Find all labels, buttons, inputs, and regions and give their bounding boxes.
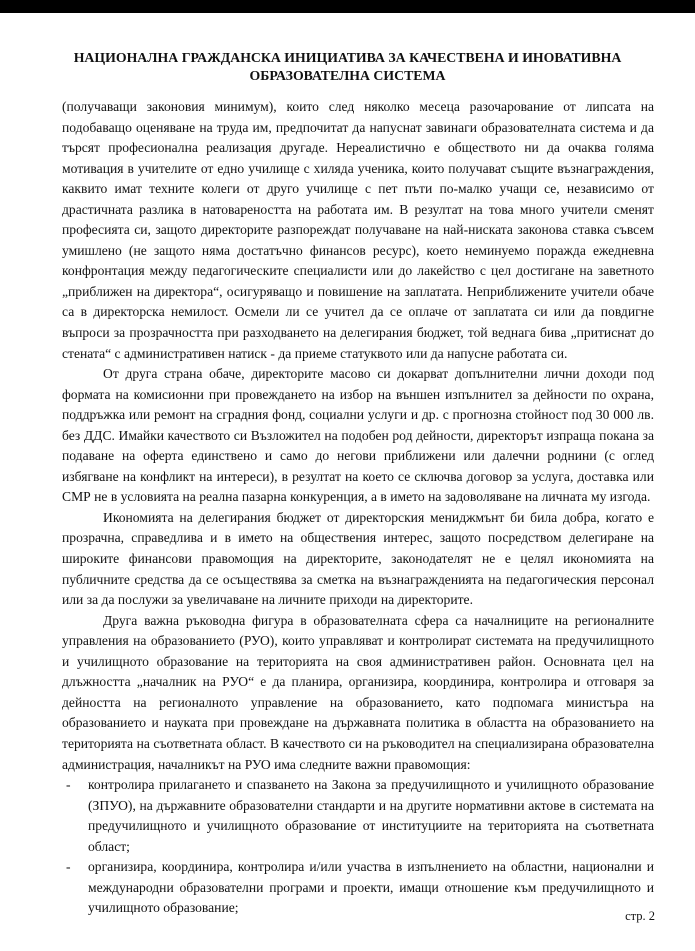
title-line-2: ОБРАЗОВАТЕЛНА СИСТЕМА — [249, 68, 446, 83]
list-item-text: контролира прилагането и спазването на Закона за предучилищното и училищното образование (ЗПУО), на държавните образователни стандарти и на другите нормативни актове в системата на предучилищното и училищното образование от институциите на територията на съответната област; — [88, 777, 654, 854]
list-dash: - — [66, 859, 71, 875]
list-item-text: организира, координира, контролира и/или участва в изпълнението на областни, национални и международни образователни програми и проекти, имащи отношение към предучилищното и училищното образование; — [88, 859, 654, 916]
title-line-1: НАЦИОНАЛНА ГРАЖДАНСКА ИНИЦИАТИВА ЗА КАЧЕСТВЕНА И ИНОВАТИВНА — [73, 50, 622, 65]
page-number: стр. 2 — [625, 909, 655, 923]
list-item — [62, 775, 654, 857]
list-dash: - — [66, 777, 71, 793]
document-page — [0, 13, 695, 951]
list-item — [62, 857, 654, 919]
powers-list — [62, 775, 654, 919]
paragraph-1: (получаващи законовия минимум), които след няколко месеца разочарование от липсата на подобаващо оценяване на труда им, предпочитат да напуснат завинаги образователната система и да търсят професионална реализация другаде. Нереалистично е обществото ни да очаква голяма мотивация в учителите от едно училище с хиляда ученика, които получават същите възнаграждения, каквито имат техните колеги от друго училище с пет пъти по-малко учащи се, независимо от драстичната разлика в натовареността на работата им. В резултат на това много учители сменят професията си, защото директорите разпореждат получаване на най-ниската законова ставка съвсем умишлено (не защото няма достатъчно финансов ресурс), което неминуемо поражда ежедневна конфронтация между педагогическите специалисти или до лакейство с цел достигане на заветното „приближен на директора“, осигуряващо и повишение на заплатата. Неприближените учители обаче са в директорска немилост. Осмели ли се учител да се оплаче от заплатата си или да повдигне въпроси за прозрачността при разходването на делегирания бюджет, той веднага бива „притиснат до стената“ с административен натиск - да приеме статуквото или да напусне работата си. — [62, 99, 654, 361]
paragraph-3: Икономията на делегирания бюджет от директорския мениджмънт би била добра, когато е прозрачна, справедлива и в името на обществения интерес, защото посредством делегиране на широките финансови правомощия на директорите, законодателят не е целял икономията на публичните средства да се осъществява за сметка на възнагражденията на педагогическия персонал или за да послужи за увеличаване на личните приходи на директорите. — [62, 509, 654, 608]
top-black-bar — [0, 0, 695, 13]
document-body — [62, 97, 654, 919]
paragraph-4: Друга важна ръководна фигура в образователната сфера са началниците на регионалните управления на образованието (РУО), които управляват и контролират системата на предучилищното и училищното образование на територията на своя административен район. Основната цел на длъжността „началник на РУО“ е да планира, организира, координира, контролира и отговаря за дейността на регионалното управление на образованието, като подпомага министъра на образованието и науката при провеждане на държавната политика в областта на образованието на територията на съответната област. В качеството си на ръководител на специализирана образователна администрация, началникът на РУО има следните важни правомощия: — [62, 612, 654, 772]
paragraph-2: От друга страна обаче, директорите масово си докарват допълнителни лични доходи под формата на комисионни при провеждането на избор на външен изпълнител за дейности по охрана, поддръжка или ремонт на сградния фонд, социални услуги и др. с прогнозна стойност под 30 000 лв. без ДДС. Имайки качеството си Възложител на подобен род дейности, директорът изпраща покана за подаване на оферта единствено и само до негови приближени или далечни роднини (с оглед избягване на конфликт на интереси), в резултат на което се сключва договор за услуга, доставка или СМР не в условията на реална пазарна конкуренция, а в името на задоволяване на личната му изгода. — [62, 366, 654, 505]
document-title — [40, 49, 655, 85]
